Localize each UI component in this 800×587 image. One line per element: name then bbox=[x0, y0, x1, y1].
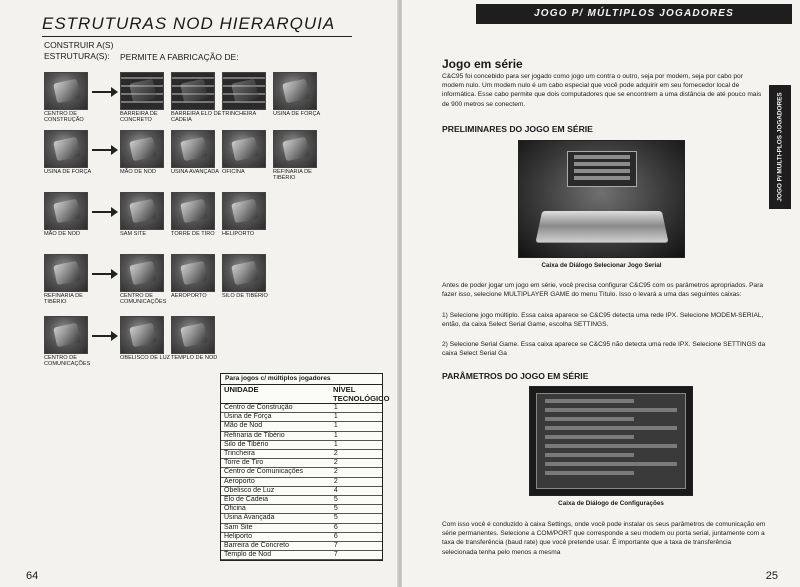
row-unit: Sam Site bbox=[224, 523, 253, 531]
table-row bbox=[221, 524, 382, 533]
unit-image bbox=[273, 72, 317, 110]
table-row bbox=[221, 514, 382, 523]
unit-image bbox=[44, 316, 88, 354]
unit-barreira-elo bbox=[171, 72, 223, 124]
unit-label: BARREIRA DE CONCRETO bbox=[120, 111, 158, 124]
row-level: 1 bbox=[333, 413, 338, 421]
table-caption: Para jogos c/ múltiplos jogadores bbox=[221, 374, 382, 385]
unit-image bbox=[222, 130, 266, 168]
unit-centro-construcao bbox=[44, 72, 96, 124]
unit-label: CENTRO DE CONSTRUÇÃO bbox=[44, 111, 84, 124]
paragraph: 2) Selecione Serial Game. Essa caixa aparece se C&C95 não detecta uma rede IPX. Selecione SETTINGS da caixa Select Serial Ga bbox=[442, 341, 766, 358]
page-title: ESTRUTURAS NOD HIERARQUIA bbox=[42, 14, 336, 33]
serial-game-screenshot bbox=[518, 140, 685, 258]
unit-image bbox=[120, 316, 164, 354]
row-unit: Usina de Força bbox=[224, 413, 272, 421]
row-unit: Heliporto bbox=[224, 532, 253, 540]
table-row bbox=[221, 450, 382, 459]
construir-label bbox=[44, 40, 113, 62]
unit-mao-nod-2 bbox=[44, 192, 96, 237]
unit-aeroporto bbox=[171, 254, 223, 299]
unit-heliporto bbox=[222, 192, 274, 237]
row-level: 1 bbox=[333, 404, 338, 411]
unit-centro-com-2 bbox=[44, 316, 96, 368]
unit-label: OBELISCO DE LUZ bbox=[120, 355, 171, 361]
unit-image bbox=[44, 72, 88, 110]
unit-label: MÃO DE NOD bbox=[120, 169, 157, 175]
unit-label: USINA DE FORÇA bbox=[44, 169, 92, 175]
row-level: 5 bbox=[333, 505, 338, 513]
unit-label: TEMPLO DE NOD bbox=[171, 355, 218, 361]
unit-image bbox=[171, 254, 215, 292]
row-unit: Centro de Comunicações bbox=[224, 468, 303, 476]
right-page bbox=[402, 0, 800, 587]
row-unit: Mão de Nod bbox=[224, 422, 263, 430]
unit-refinaria-1 bbox=[273, 130, 325, 182]
unit-label: AEROPORTO bbox=[171, 293, 207, 299]
row-level: 7 bbox=[333, 551, 338, 559]
side-tab-label: JOGO P/ MULTI-PLOS JOGADORES bbox=[776, 92, 784, 202]
row-level: 2 bbox=[333, 468, 338, 476]
row-level: 1 bbox=[333, 422, 338, 430]
table-header bbox=[221, 385, 390, 404]
col-level-header: NÍVEL TECNOLÓGICO bbox=[333, 385, 390, 403]
row-unit: Templo de Nod bbox=[224, 551, 272, 559]
unit-image bbox=[44, 192, 88, 230]
row-unit: Obelisco de Luz bbox=[224, 486, 275, 494]
row-unit: Barreira de Concreto bbox=[224, 542, 289, 550]
unit-usina-forca-1 bbox=[273, 72, 325, 117]
construir-line: CONSTRUIR A(S) bbox=[44, 40, 114, 50]
table-row bbox=[221, 533, 382, 542]
unit-obelisco bbox=[120, 316, 172, 361]
arrow-icon bbox=[92, 335, 116, 337]
unit-label: SAM SITE bbox=[120, 231, 147, 237]
unit-barreira-concreto bbox=[120, 72, 172, 124]
table-row bbox=[221, 468, 382, 477]
row-unit: Centro de Construção bbox=[224, 404, 293, 411]
table-body bbox=[221, 404, 382, 560]
unit-oficina bbox=[222, 130, 274, 175]
row-unit: Elo de Cadeia bbox=[224, 496, 268, 504]
unit-image bbox=[120, 254, 164, 292]
unit-image bbox=[171, 192, 215, 230]
table-row bbox=[221, 432, 382, 441]
unit-image bbox=[120, 130, 164, 168]
arrow-icon bbox=[92, 91, 116, 93]
unit-mao-nod-1 bbox=[120, 130, 172, 175]
row-level: 2 bbox=[333, 450, 338, 458]
unit-label: USINA AVANÇADA bbox=[171, 169, 219, 175]
intro-paragraph: C&C95 foi concebido para ser jogado como jogo um contra o outro, seja por modem, seja por cabo por modem nulo. Um modem nulo é um cabo especial que você pode adquirir em seu fornecedor local de informática. Esse cabo permite que dois computadores que se encontrem a uma distância de até pouco mais de 900 metros se conectem. bbox=[442, 73, 762, 108]
unit-image bbox=[44, 130, 88, 168]
unit-label: MÃO DE NOD bbox=[44, 231, 81, 237]
arrow-icon bbox=[92, 273, 116, 275]
unit-refinaria-2 bbox=[44, 254, 96, 306]
dialog-box bbox=[567, 151, 637, 187]
unit-label: CENTRO DE COMUNICAÇÕES bbox=[44, 355, 91, 368]
params-heading: PARÂMETROS DO JOGO EM SÉRIE bbox=[442, 371, 589, 381]
table-row bbox=[221, 551, 382, 560]
row-level: 4 bbox=[333, 486, 338, 494]
table-row bbox=[221, 487, 382, 496]
table-row bbox=[221, 404, 382, 413]
screenshot-caption: Caixa de Diálogo Selecionar Jogo Serial bbox=[541, 262, 662, 269]
paragraph: 1) Selecione jogo múltiplo. Essa caixa aparece se C&C95 detecta uma rede IPX. Selecione MODEM-SERIAL, então, da caixa Select Serial Game, escolha SETTINGS. bbox=[442, 312, 764, 329]
unit-image bbox=[44, 254, 88, 292]
unit-image bbox=[273, 130, 317, 168]
unit-label: OFICINA bbox=[222, 169, 245, 175]
paragraph: Com isso você é conduzido à caixa Settings, onde você pode instalar os seus parâmetros de comunicação em série permanentes. Selecione a COM/PORT que corresponde a seu modem ou porta serial, juntamente com a taxa de transferência (baud rate) que você pretende usar. É importante que a taxa de transferência selecionada tenha pelo menos a mesma bbox=[442, 521, 766, 556]
unit-label: BARREIRA ELO DE CADEIA bbox=[171, 111, 222, 124]
estruturas-line: ESTRUTURA(S): bbox=[44, 51, 110, 61]
row-level: 2 bbox=[333, 459, 338, 467]
unit-image bbox=[171, 316, 215, 354]
prelim-heading: PRELIMINARES DO JOGO EM SÉRIE bbox=[442, 124, 593, 134]
screenshot-caption: Caixa de Diálogo de Configurações bbox=[558, 500, 664, 507]
table-row bbox=[221, 459, 382, 468]
col-unit-header: UNIDADE bbox=[224, 385, 259, 394]
unit-label: SILO DE TIBÉRIO bbox=[222, 293, 268, 299]
row-unit: Silo de Tibério bbox=[224, 440, 269, 448]
unit-silo bbox=[222, 254, 274, 299]
table-row bbox=[221, 413, 382, 422]
unit-label: CENTRO DE COMUNICAÇÕES bbox=[120, 293, 167, 306]
row-level: 6 bbox=[333, 523, 338, 531]
table-row bbox=[221, 478, 382, 487]
unit-label: HELIPORTO bbox=[222, 231, 255, 237]
side-tab bbox=[769, 85, 791, 209]
arrow-icon bbox=[92, 211, 116, 213]
unit-label: USINA DE FORÇA bbox=[273, 111, 321, 117]
table-row bbox=[221, 496, 382, 505]
page-number: 64 bbox=[26, 570, 39, 582]
unit-image bbox=[222, 192, 266, 230]
arrow-icon bbox=[92, 149, 116, 151]
settings-screenshot bbox=[529, 386, 693, 496]
unit-image bbox=[222, 254, 266, 292]
row-unit: Trincheira bbox=[224, 450, 255, 458]
command-conquer-logo bbox=[535, 211, 668, 243]
page-number: 25 bbox=[765, 570, 778, 582]
unit-image bbox=[120, 192, 164, 230]
row-level: 7 bbox=[333, 542, 338, 550]
unit-trincheira bbox=[222, 72, 274, 117]
unit-label: TRINCHEIRA bbox=[222, 111, 257, 117]
unit-centro-com-1 bbox=[120, 254, 172, 306]
unit-label: REFINARIA DE TIBÉRIO bbox=[273, 169, 312, 182]
unit-image bbox=[171, 130, 215, 168]
row-unit: Aeroporto bbox=[224, 477, 255, 485]
settings-panel bbox=[536, 393, 686, 489]
paragraph: Antes de poder jogar um jogo em série, você precisa configurar C&C95 com os parâmetros apropriados. Para fazer isso, selecione MULTIPLAYER GAME do menu Título. Isso o levará a uma das seguintes caixas: bbox=[442, 282, 764, 299]
unit-templo bbox=[171, 316, 223, 361]
row-level: 6 bbox=[333, 532, 338, 540]
row-level: 2 bbox=[333, 477, 338, 485]
row-unit: Torre de Tiro bbox=[224, 459, 264, 467]
row-unit: Refinaria de Tibério bbox=[224, 431, 285, 439]
unit-sam-site bbox=[120, 192, 172, 237]
row-level: 1 bbox=[333, 440, 338, 448]
row-unit: Usina Avançada bbox=[224, 514, 275, 522]
unit-torre-tiro bbox=[171, 192, 223, 237]
row-level: 5 bbox=[333, 496, 338, 504]
unit-label: TORRE DE TIRO bbox=[171, 231, 215, 237]
unit-label: REFINARIA DE TIBÉRIO bbox=[44, 293, 83, 306]
left-page bbox=[0, 0, 398, 587]
row-level: 1 bbox=[333, 431, 338, 439]
unit-usina-forca-2 bbox=[44, 130, 96, 175]
section-title: Jogo em série bbox=[442, 57, 523, 71]
table-row bbox=[221, 505, 382, 514]
table-row bbox=[221, 441, 382, 450]
row-level: 5 bbox=[333, 514, 338, 522]
row-unit: Oficina bbox=[224, 505, 246, 513]
table-row bbox=[221, 422, 382, 431]
section-header: JOGO P/ MÚLTIPLOS JOGADORES bbox=[476, 4, 792, 24]
unit-image bbox=[222, 72, 266, 110]
table-row bbox=[221, 542, 382, 551]
unit-image bbox=[171, 72, 215, 110]
tech-level-table bbox=[220, 373, 390, 561]
permite-label: PERMITE A FABRICAÇÃO DE: bbox=[120, 52, 239, 62]
unit-usina-avancada bbox=[171, 130, 223, 175]
title-underline bbox=[42, 36, 352, 37]
unit-image bbox=[120, 72, 164, 110]
